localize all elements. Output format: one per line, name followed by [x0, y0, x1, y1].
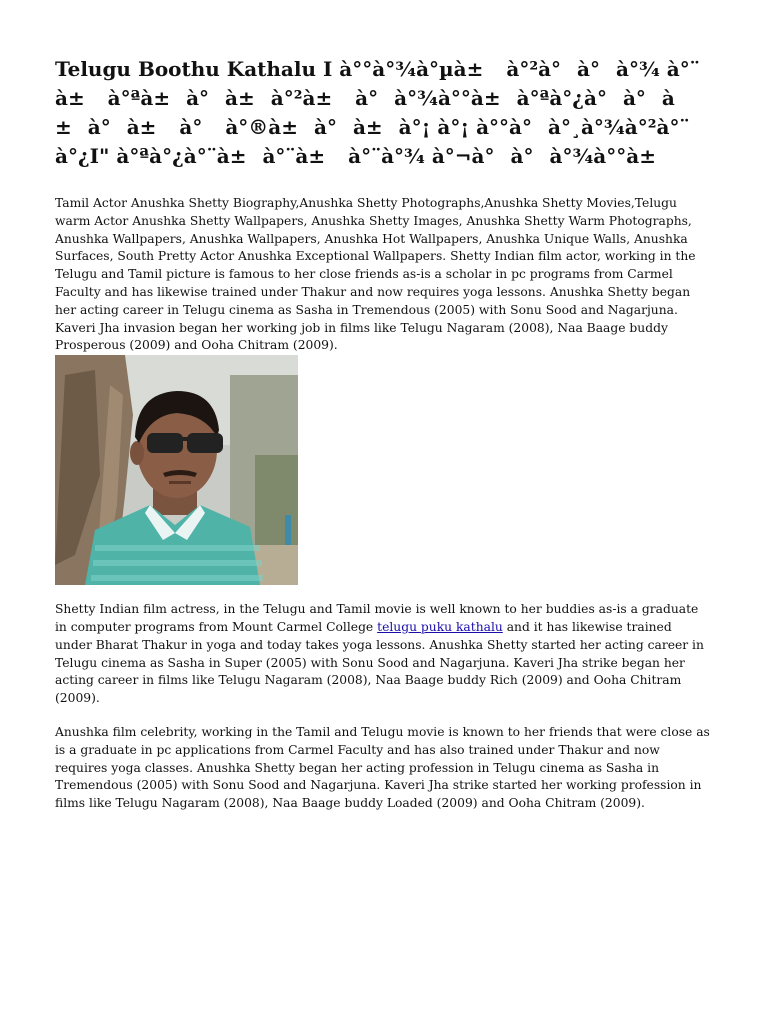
- document-page: [55, 55, 711, 813]
- paragraph-third: Anushka film celebrity, working in the Tamil and Telugu movie is known to her friends that were close as is a graduate in pc applications from Carmel Faculty and has also trained under Thakur and now requires yoga classes. Anushka Shetty began her acting profession in Telugu cinema as Sasha in Tremendous (2005) with Sonu Sood and Nagarjuna. Kaveri Jha strike started her working profession in films like Telugu Nagaram (2008), Naa Baage buddy Loaded (2009) and Ooha Chitram (2009).: [55, 724, 710, 811]
- paragraph-second-text-b: and it has likewise trained under Bharat Thakur in yoga and today takes yoga lessons. Anushka Shetty started her acting career in Telugu cinema as Sasha in Super (2005) with Sonu Sood and Nagarjuna. Kaveri Jha strike began her acting career in films like Telugu Nagaram (2008), Naa Baage buddy Rich (2009) and Ooha Chitram (2009).: [55, 619, 704, 706]
- paragraph-intro: Tamil Actor Anushka Shetty Biography,Anushka Shetty Photographs,Anushka Shetty Movies,Telugu warm Actor Anushka Shetty Wallpapers, Anushka Shetty Images, Anushka Shetty Warm Photographs, Anushka Wallpapers, Anushka Wallpapers, Anushka Hot Wallpapers, Anushka Unique Walls, Anushka Surfaces, South Pretty Actor Anushka Exceptional Wallpapers. Shetty Indian film actor, working in the Telugu and Tamil picture is famous to her close friends as-is a scholar in pc programs from Carmel Faculty and has likewise trained under Thakur and now requires yoga lessons. Anushka Shetty began her acting career in Telugu cinema as Sasha in Tremendous (2005) with Sonu Sood and Nagarjuna. Kaveri Jha invasion began her working job in films like Telugu Nagaram (2008), Naa Baage buddy Prosperous (2009) and Ooha Chitram (2009).: [55, 196, 696, 353]
- paragraph-second: [55, 601, 711, 708]
- portrait-photo: [55, 355, 298, 585]
- inline-link[interactable]: telugu puku kathalu: [377, 619, 503, 634]
- page-title: Telugu Boothu Kathalu I à°°à°¾à°µà± à°²à°à°à°¾ à°¨à± à°ªà±à°à±à°²à± à°à°¾à°°à±à°ªà°¿à°à°à±à°à± à° à°®à±à°à±à°¡ à°¡ à°°à°à°¸à°¾à°²à°¨à°¿I" à°ªà°¿à°¨à±à°¨à± à°¨à°¾ à°¬à°à°à°¾à°°à±: [55, 57, 700, 168]
- paragraph-second-text-a: Shetty Indian film actress, in the Telugu and Tamil movie is well known to her buddies as-is a graduate in computer programs from Mount Carmel College: [55, 602, 699, 634]
